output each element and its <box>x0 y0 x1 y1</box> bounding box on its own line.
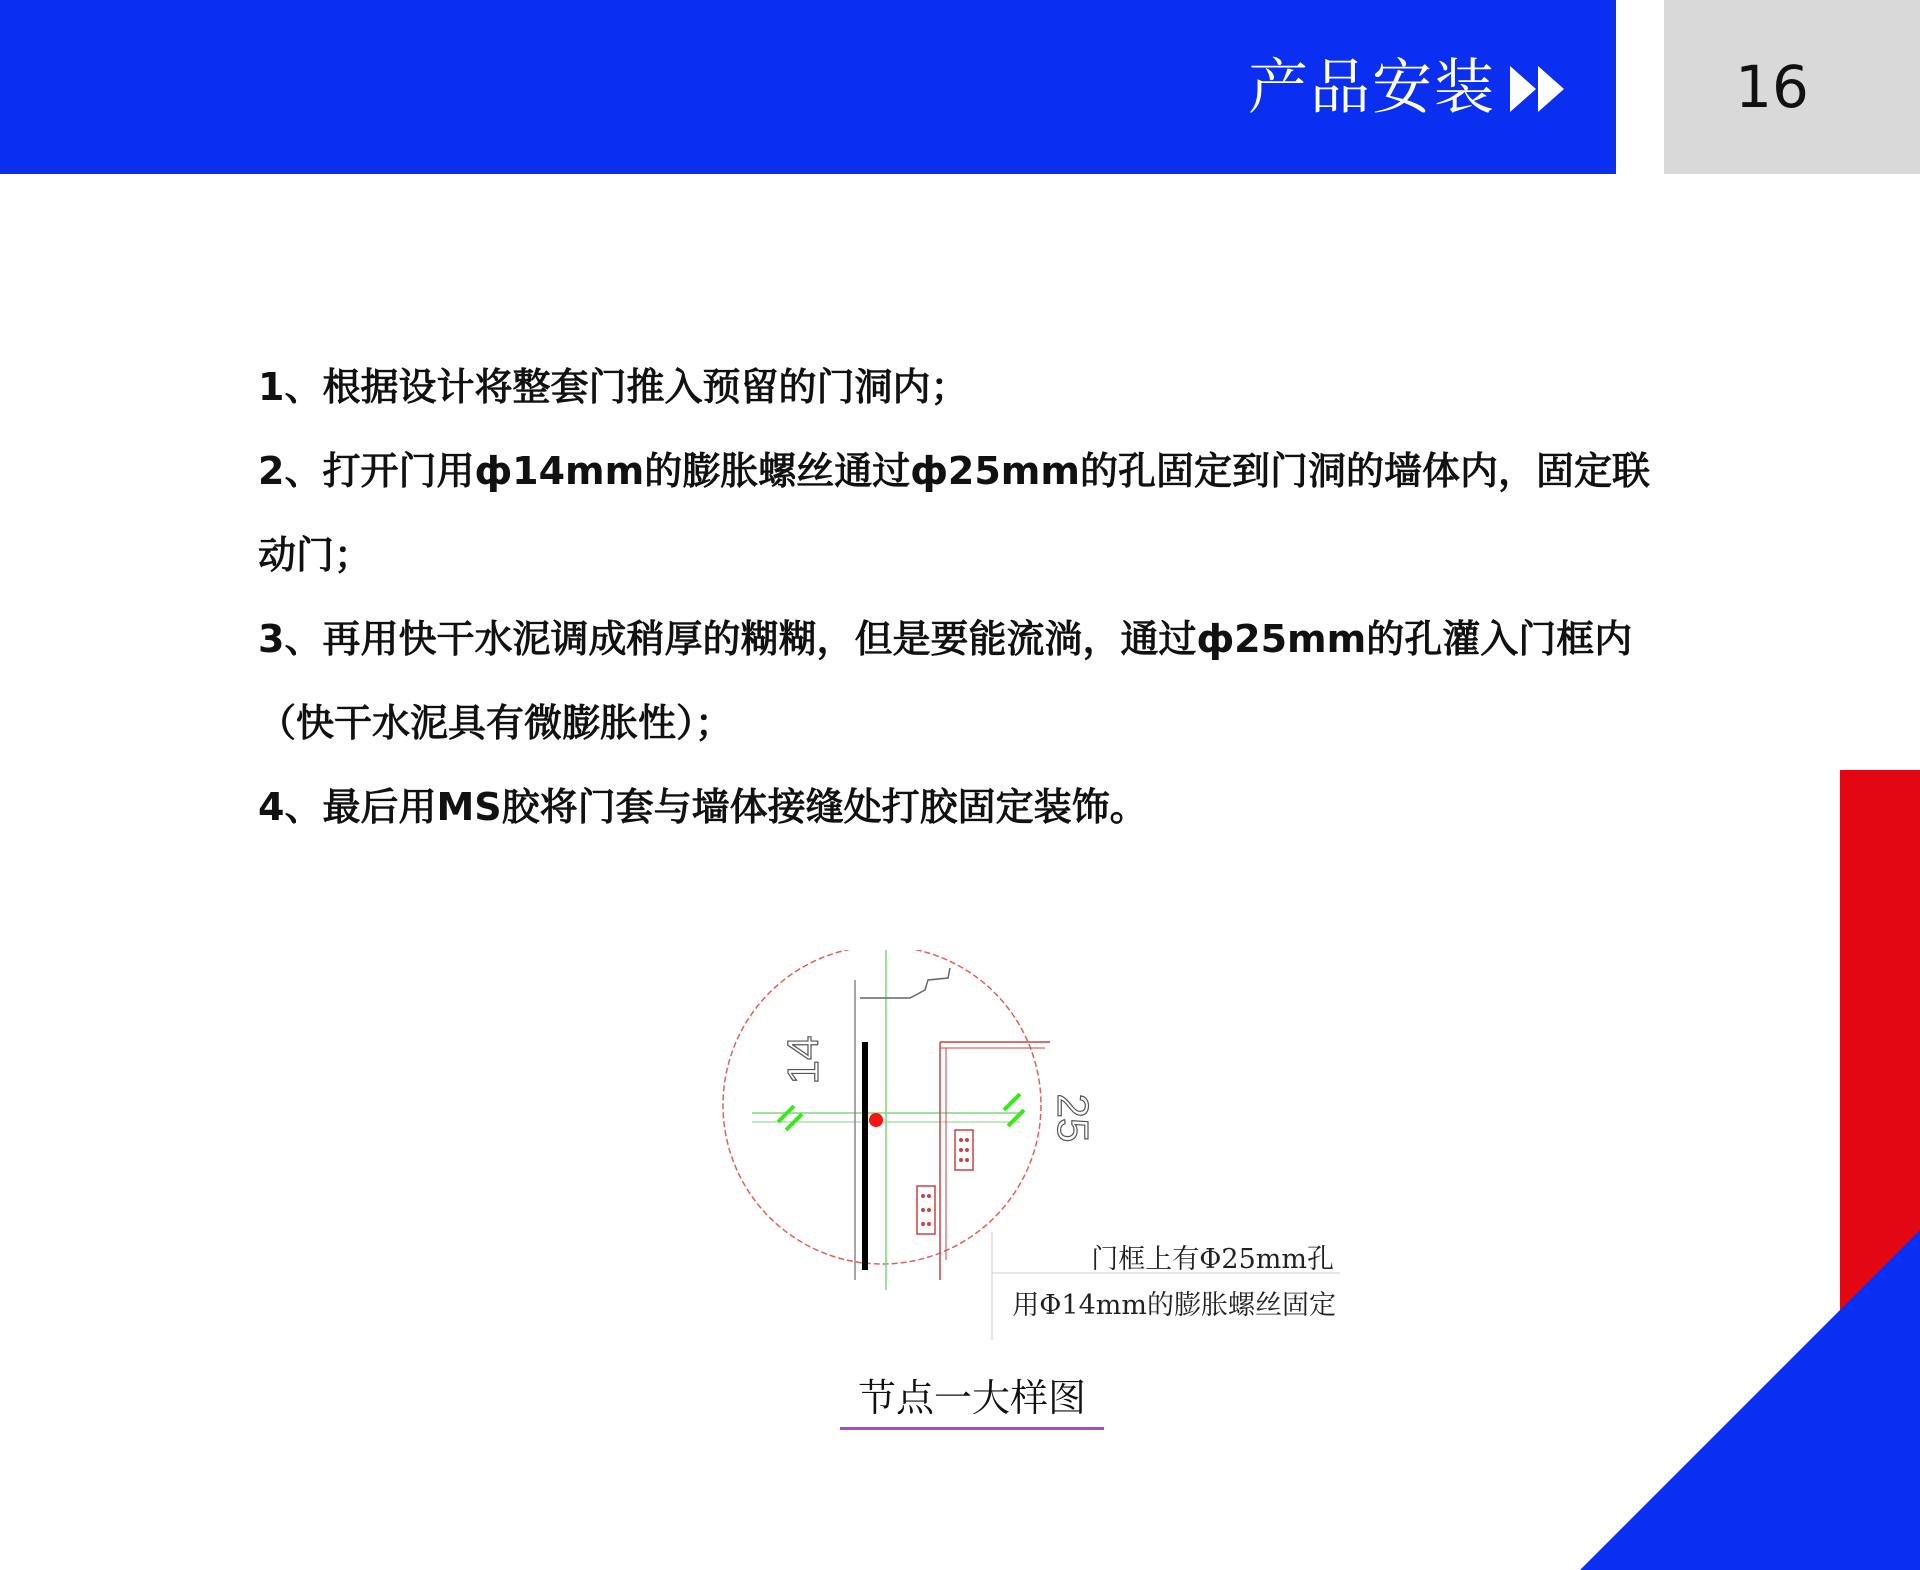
instruction-step-3: 3、再用快干水泥调成稍厚的糊糊，但是要能流淌，通过ф25mm的孔灌入门框内（快干水泥具有微膨胀性）； <box>258 617 1633 745</box>
dimension-label-14: 14 <box>779 1035 828 1085</box>
anchor-plate-upper <box>955 1130 973 1170</box>
detail-circle <box>723 950 1041 1264</box>
diagram-note-bolt: 用Φ14mm的膨胀螺丝固定 <box>1012 1290 1336 1321</box>
caption-underline <box>840 1427 1104 1430</box>
diagram-note-hole: 门框上有Φ25mm孔 <box>1091 1244 1334 1275</box>
dimension-tick-right <box>1004 1094 1024 1126</box>
section-title: 产品安装 <box>1248 53 1496 123</box>
header-bar <box>0 0 1616 174</box>
double-arrow-icon <box>1508 64 1566 114</box>
red-stripe <box>1840 770 1920 1320</box>
dimension-tick-left <box>778 1106 802 1130</box>
corner-decoration <box>1580 770 1920 1570</box>
node-detail-diagram <box>700 950 1380 1350</box>
instruction-step-1: 1、根据设计将整套门推入预留的门洞内； <box>258 365 969 409</box>
diagram-caption-block <box>840 1373 1104 1430</box>
instruction-step-2: 2、打开门用ф14mm的膨胀螺丝通过ф25mm的孔固定到门洞的墙体内，固定联动门； <box>258 449 1650 577</box>
dimension-label-25: 25 <box>1048 1093 1097 1143</box>
bolt-hole-marker <box>869 1113 883 1127</box>
anchor-plate-lower <box>917 1186 935 1234</box>
page-number: 16 <box>1735 53 1809 121</box>
instruction-step-4: 4、最后用MS胶将门套与墙体接缝处打胶固定装饰。 <box>258 785 1148 829</box>
instruction-list <box>258 345 1678 849</box>
blue-triangle <box>1580 1230 1920 1570</box>
diagram-caption: 节点一大样图 <box>857 1376 1086 1420</box>
page-number-box <box>1664 0 1920 174</box>
